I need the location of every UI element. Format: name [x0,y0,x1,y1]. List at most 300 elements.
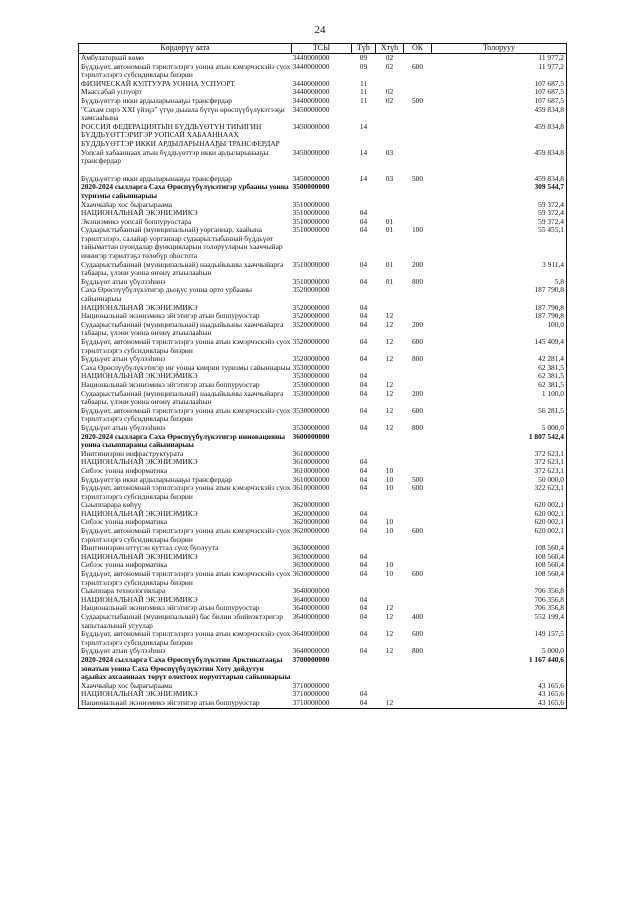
row-name: Уопсай хабааннаах атын бүддьүөттэр икки ардыларынааҕы трансфердар [79,149,292,166]
row-ok [404,544,432,553]
row-amount: 43 165,6 [432,682,567,691]
row-ok [404,149,432,166]
table-row [79,106,567,123]
row-name: Амбулаторнай көмө [79,54,292,63]
row-amount: 620 002,1 [432,518,567,527]
row-amount: 372 623,1 [432,458,567,467]
row-amount: 187 790,8 [432,304,567,313]
row-amount: 706 356,8 [432,596,567,605]
table-row [79,630,567,647]
row-ok: 500 [411,95,424,105]
row-code: 3450000000 [292,104,330,114]
row-name: Бүддьүөт, автономнай тэрилтэлэргэ уонна атын кэмэрчэскэйэ суох тэрилтэлэргэ субсидиялары биэрии [79,630,292,647]
row-tyh: 04 [359,551,368,561]
row-tyh: 04 [359,422,368,432]
row-code: 3510000000 [292,199,330,209]
header-tyh: Түһ [352,44,376,54]
row-xtyh: 10 [385,517,394,527]
row-name: Инитиниэрин өттүгэн куттал суох буолуута [79,544,292,553]
row-name: Бүддьүөт, автономнай тэрилтэлэргэ уонна атын кэмэрчэскэйэ суох тэрилтэлэргэ субсидиялары биэрии [79,63,292,80]
row-ok: 100 [411,225,424,235]
row-name: Судаарыстыбаннай (муниципальнай) бас билии эбийиэктэригэр хапытаалынай угуулар [79,613,292,630]
row-amount: 42 281,4 [432,355,567,364]
row-xtyh [376,364,404,373]
row-code: 3510000000 [292,259,330,269]
table-row [79,484,567,501]
row-code: 3610000000 [292,483,330,493]
row-amount: 62 381,5 [432,372,567,381]
row-name: НАЦИОНАЛЬНАЙ ЭКЭНИЭМИКЭ [79,690,292,699]
table-row [79,123,567,149]
row-ok: 800 [411,276,424,286]
row-amount: 5 000,0 [432,647,567,656]
row-xtyh: 10 [385,526,394,536]
row-ok: 800 [411,646,424,656]
row-tyh: 09 [359,61,368,71]
row-name: Национальнай экэниэмикэ эйгэтигэр атын боппуруостар [79,312,292,321]
row-xtyh [376,201,404,210]
row-amount: 11 977,2 [432,54,567,63]
row-ok [404,80,432,89]
row-tyh: 04 [359,560,368,570]
row-xtyh: 12 [385,319,394,329]
row-xtyh: 10 [385,465,394,475]
row-code: 3710000000 [292,699,352,708]
row-ok [404,450,432,459]
table-row [79,699,567,708]
row-code: 3520000000 [292,337,330,346]
row-amount: 552 199,4 [432,613,567,630]
row-ok [404,209,432,218]
row-xtyh: 12 [385,629,394,639]
row-amount: 459 834,8 [432,106,567,123]
row-ok [404,123,432,149]
row-code: 3450000000 [292,121,330,131]
row-code: 3640000000 [292,629,330,639]
row-name: Сибээс уонна информатика [79,561,292,570]
row-amount: 59 372,4 [432,209,567,218]
row-tyh: 04 [359,594,368,604]
row-amount: 107 687,5 [432,80,567,89]
row-ok [404,682,432,691]
row-tyh: 04 [359,405,368,415]
row-tyh: 14 [359,147,368,157]
row-tyh: 04 [359,302,368,312]
row-name: Бүддьүөттэр икки ардыларынааҕы трансфердар [79,175,292,184]
row-xtyh: 12 [385,311,394,321]
table-row [79,286,567,303]
row-tyh: 04 [359,569,368,579]
row-amount: 149 157,5 [432,630,567,647]
row-tyh: 04 [359,371,368,381]
row-ok [404,596,432,605]
row-name: Национальнай экэниэмикэ эйгэтигэр атын боппуруостар [79,604,292,613]
row-code: 3640000000 [292,612,330,621]
row-code: 3520000000 [292,354,330,364]
row-ok: 200 [411,259,424,269]
row-code: 3510000000 [292,276,330,286]
row-name: ФИЗИЧЕСКАЙ КУЛТУУРА УОННА УСПУОРТ [79,80,292,89]
row-code: 3450000000 [292,147,330,157]
row-ok: 800 [411,422,424,432]
row-ok: 600 [411,405,424,415]
row-tyh: 09 [352,54,376,63]
row-name: Бүддьүөт, автономнай тэрилтэлэргэ уонна атын кэмэрчэскэйэ суох тэрилтэлэргэ субсидиялары биэрии [79,570,292,587]
row-name: Бүддьүөт атын үбүлээһинэ [79,355,292,364]
row-name: НАЦИОНАЛЬНАЙ ЭКЭНИЭМИКЭ [79,372,292,381]
row-xtyh [376,656,404,682]
row-ok: 800 [411,354,424,364]
row-ok: 500 [411,173,424,183]
row-tyh: 04 [359,311,368,321]
row-xtyh: 01 [385,225,394,235]
row-amount: 56 281,5 [432,407,567,424]
row-xtyh: 12 [385,337,394,346]
row-ok: 600 [411,629,424,639]
row-name: "Сахам сирэ XXI үйэҕэ" үтүө дьыала бүтүн өрөспүүбүлүкэтээҕи хамсааһына [79,106,292,123]
row-name: Саха Өрөспүүбүлүкэтигэр дьоҕус уонна орто урбааны сайыннарыы [79,286,292,303]
row-amount: 459 834,8 [432,149,567,166]
row-xtyh: 01 [385,216,394,226]
row-amount: 1 167 440,6 [432,656,567,682]
row-amount: 108 560,4 [432,570,567,587]
row-tyh [352,433,376,450]
row-ok: 600 [411,61,424,71]
row-amount: 459 834,8 [432,175,567,184]
row-ok [404,510,432,519]
row-name: Хааччыйар хос бырагыраама [79,682,292,691]
row-tyh: 14 [359,173,368,183]
row-code: 3640000000 [292,594,330,604]
row-tyh: 04 [359,259,368,269]
row-amount: 706 356,8 [432,587,567,596]
row-code: 3640000000 [292,646,330,656]
row-code: 3600000000 [292,431,330,441]
row-name: НАЦИОНАЛЬНАЙ ЭКЭНИЭМИКЭ [79,458,292,467]
row-xtyh [376,501,404,510]
row-ok [404,304,432,313]
row-xtyh: 12 [385,405,394,415]
row-ok [404,553,432,562]
row-tyh: 04 [359,612,368,621]
row-amount: 372 623,1 [432,450,567,459]
row-code: 3620000000 [292,500,330,510]
row-tyh: 04 [359,629,368,639]
row-amount: 322 623,1 [432,484,567,501]
row-ok [404,458,432,467]
row-code: 3520000000 [292,285,330,295]
row-amount: 100,0 [432,321,567,338]
row-code: 3610000000 [292,465,330,475]
row-amount: 5 000,0 [432,424,567,433]
row-code: 3530000000 [292,405,330,415]
row-amount: 187 790,8 [432,286,567,303]
row-tyh: 04 [359,225,368,235]
row-code: 3530000000 [292,362,330,372]
row-tyh [352,106,376,123]
row-code: 3440000000 [292,95,330,105]
row-name: Бүддьүөттэр икки ардыларынааҕы трансфердар [79,476,292,485]
row-name: Экэниэмикэ уопсай боппуруостара [79,218,292,227]
row-xtyh: 01 [385,259,394,269]
table-row [79,613,567,630]
budget-table [78,43,567,709]
row-ok: 400 [411,612,424,621]
row-tyh: 04 [359,337,368,346]
table-row [79,527,567,544]
row-name: Судаарыстыбаннай (муниципальнай) уорганнар, хаайына тэрилтэлэрэ, салайар уорганнар судаарыстыбаннай бүддьүөт тайыматтан пуондалар функцияларын толорууларын хааччыйар иннигэр тэрилтэҕэ төлөбүр оһостота [79,226,292,260]
row-tyh: 04 [359,646,368,656]
row-code: 3640000000 [292,603,330,613]
row-code: 3610000000 [292,457,330,467]
row-ok [404,656,432,682]
row-xtyh [376,433,404,450]
row-amount: 62 381,5 [432,381,567,390]
row-code: 3500000000 [292,182,330,192]
row-ok: 200 [411,319,424,329]
row-code: 3620000000 [292,526,330,536]
row-xtyh [376,450,404,459]
row-name: НАЦИОНАЛЬНАЙ ЭКЭНИЭМИКЭ [79,553,292,562]
table-row [79,321,567,338]
row-name: Судаарыстыбаннай (муниципальнай) наадыйыыны хааччыйарга табаары, үлэни уонна өҥөнү атыылааһын [79,390,292,407]
row-ok [404,106,432,123]
table-row [79,338,567,355]
row-code: 3530000000 [292,379,330,389]
row-name: НАЦИОНАЛЬНАЙ ЭКЭНИЭМИКЭ [79,304,292,313]
row-name: Бүддьүөт атын үбүлээһинэ [79,278,292,287]
row-tyh: 04 [359,689,368,699]
row-xtyh: 10 [385,569,394,579]
header-code: ТСЫ [292,44,352,54]
row-xtyh [376,183,404,200]
row-code: 3510000000 [292,216,330,226]
row-tyh: 04 [359,388,368,398]
row-xtyh: 02 [376,54,404,63]
row-xtyh: 10 [385,560,394,570]
row-code: 3530000000 [292,422,330,432]
row-amount: 107 687,5 [432,97,567,106]
row-code: 3710000000 [292,689,330,699]
row-ok [404,372,432,381]
table-row [79,407,567,424]
page-number: 24 [314,24,326,36]
row-xtyh: 12 [385,422,394,432]
row-name: Судаарыстыбаннай (муниципальнай) наадыйыыны хааччыйарга табаары, үлэни уонна өҥөнү атыылааһын [79,321,292,338]
row-ok [404,501,432,510]
row-xtyh [376,544,404,553]
row-xtyh: 12 [376,699,404,708]
row-tyh [352,286,376,303]
header-name: Көрдөрүү аата [79,44,292,54]
row-name: Инитиниэрин инфраструктурата [79,450,292,459]
table-header [79,44,567,54]
row-code: 3450000000 [292,173,330,183]
row-code: 3640000000 [292,586,330,596]
row-xtyh: 02 [385,61,394,71]
row-ok: 600 [411,526,424,536]
row-amount: 108 560,4 [432,553,567,562]
row-code: 3530000000 [292,388,330,398]
row-xtyh: 01 [385,276,394,286]
row-name: Сибээс уонна информатика [79,467,292,476]
row-tyh: 11 [359,95,368,105]
row-name: НАЦИОНАЛЬНАЙ ЭКЭНИЭМИКЭ [79,596,292,605]
row-name: Национальнай экэниэмикэ эйгэтигэр атын боппуруостар [79,699,292,708]
row-amount: 59 372,4 [432,218,567,227]
row-code: 3520000000 [292,319,330,329]
row-code: 3630000000 [292,551,330,561]
row-xtyh: 12 [385,612,394,621]
row-ok [404,201,432,210]
row-code: 3620000000 [292,517,330,527]
row-amount: 43 165,6 [432,699,567,708]
row-tyh: 11 [359,87,368,97]
row-tyh [352,183,376,200]
row-code: 3520000000 [292,311,330,321]
row-tyh: 04 [359,526,368,536]
row-amount: 372 623,1 [432,467,567,476]
row-name: Хааччыйар хос бырагыраама [79,201,292,210]
row-amount: 145 409,4 [432,338,567,355]
row-name: Саха Өрөспүүбүлүкэтигэр иҥ уонна киирии туризмы сайыннарыы [79,364,292,373]
table-row [79,261,567,278]
row-name: НАЦИОНАЛЬНАЙ ЭКЭНИЭМИКЭ [79,510,292,519]
table-row [79,390,567,407]
row-tyh: 11 [359,78,368,88]
row-name: НАЦИОНАЛЬНАЙ ЭКЭНИЭМИКЭ [79,209,292,218]
row-xtyh [376,106,404,123]
row-name: 2020-2024 сылларга Саха Өрөспүүбүлүкэтигэр урбааны уонна туризмы сайыннарыы [79,183,292,200]
row-name: Бүддьүөт, автономнай тэрилтэлэргэ уонна атын кэмэрчэскэйэ суох тэрилтэлэргэ субсидиялары биэрии [79,527,292,544]
row-amount: 43 165,6 [432,690,567,699]
row-tyh [352,656,376,682]
row-xtyh: 12 [385,354,394,364]
row-tyh: 04 [359,508,368,518]
header-ok: ОК [404,44,432,54]
row-amount: 620 002,1 [432,501,567,510]
row-name: Бүддьүөт, автономнай тэрилтэлэргэ уонна атын кэмэрчэскэйэ суох тэрилтэлэргэ субсидиялары биэрии [79,484,292,501]
row-amount: 50 000,0 [432,476,567,485]
row-amount: 706 356,8 [432,604,567,613]
row-amount: 62 381,5 [432,364,567,373]
row-ok: 500 [411,474,424,484]
row-amount: 620 002,1 [432,527,567,544]
row-name: Бүддьүөт атын үбүлээһинэ [79,424,292,433]
row-tyh: 04 [359,483,368,493]
table-row [79,433,567,450]
row-code: 3440000000 [292,54,352,63]
row-name: Сыыппара технологиялара [79,587,292,596]
row-xtyh: 10 [385,474,394,484]
row-xtyh: 12 [385,388,394,398]
table-row [79,63,567,80]
row-amount: 620 002,1 [432,510,567,519]
row-amount: 309 544,7 [432,183,567,200]
row-name: Национальнай экэниэмикэ эйгэтигэр атын боппуруостар [79,381,292,390]
row-code: 3630000000 [292,543,330,553]
row-ok [404,183,432,200]
header-xtyh: Хтүһ [376,44,404,54]
row-name: 2020-2024 сылларга Саха Өрөспүүбүлүкэтин Арктикатааҕы зонатын уонна Саха Өрөспүүбүлүкэтин Хоту дойдутун аҕыйах ахсааннаах төрүт олохтоох норуоттарын сайыннарыы [79,656,292,682]
row-name: РОССИЯ ФЕДЕРАЦИЯТЫН БҮДДЬҮӨТҮН ТИҺИГИН БҮДДЬҮӨТТЭРИГЭР УОПСАЙ ХАБААННААХ БҮДДЬҮӨТТЭР ИККИ АРДЫЛАРЫНААҔЫ ТРАНСФЕРДАР [79,123,292,149]
row-xtyh: 12 [385,646,394,656]
row-code: 3620000000 [292,508,330,518]
row-code: 3510000000 [292,225,330,235]
row-name: Сибээс уонна информатика [79,518,292,527]
row-code: 3440000000 [292,78,330,88]
row-amount: 1 100,0 [432,390,567,407]
row-xtyh: 02 [385,87,394,97]
row-code: 3440000000 [292,61,330,71]
row-tyh: 04 [359,354,368,364]
row-xtyh [376,123,404,149]
row-code: 3610000000 [292,448,330,458]
row-name: Сыыппарара көһүү [79,501,292,510]
table-row [79,183,567,200]
row-xtyh: 03 [385,173,394,183]
table-row [79,226,567,260]
row-tyh: 04 [359,465,368,475]
row-ok [404,690,432,699]
row-code: 3630000000 [292,569,330,579]
row-xtyh: 02 [385,95,394,105]
row-amount: 11 977,2 [432,63,567,80]
row-name: Бүддьүөт, автономнай тэрилтэлэргэ уонна атын кэмэрчэскэйэ суох тэрилтэлэргэ субсидиялары биэрии [79,338,292,355]
row-amount: 108 560,4 [432,561,567,570]
row-xtyh: 03 [385,147,394,157]
row-ok: 200 [411,388,424,398]
row-code: 3710000000 [292,680,330,690]
row-tyh: 04 [359,216,368,226]
row-name: Бүддьүөт атын үбүлээһинэ [79,647,292,656]
row-ok: 600 [411,337,424,346]
row-xtyh: 12 [385,379,394,389]
row-tyh: 04 [359,603,368,613]
header-amount: Толорууу [432,44,567,54]
row-tyh: 04 [359,474,368,484]
row-tyh: 04 [359,517,368,527]
row-tyh: 04 [359,457,368,467]
table-row [79,656,567,682]
row-code: 3440000000 [292,87,330,97]
row-amount: 5,8 [432,278,567,287]
row-amount: 108 560,4 [432,544,567,553]
row-tyh: 04 [359,379,368,389]
row-xtyh [376,682,404,691]
row-code: 3700000000 [292,654,330,664]
table-body [79,54,567,709]
row-tyh: 14 [359,121,368,131]
row-ok [404,433,432,450]
row-name: 2020-2024 сылларга Саха Өрөспүүбүлүкэтигэр инновацияны уонна сыыппараны сайыннарыы [79,433,292,450]
row-amount: 3 911,4 [432,261,567,278]
row-amount: 55 455,1 [432,226,567,260]
row-ok [404,587,432,596]
row-ok: 600 [411,569,424,579]
row-xtyh: 12 [385,603,394,613]
row-tyh: 04 [359,276,368,286]
row-amount: 107 687,5 [432,88,567,97]
row-amount: 59 372,4 [432,201,567,210]
table-row [79,149,567,166]
row-tyh: 04 [359,208,368,218]
row-xtyh [376,587,404,596]
row-ok [404,364,432,373]
table-row [79,570,567,587]
row-tyh: 04 [359,319,368,329]
row-amount: 459 834,8 [432,123,567,149]
